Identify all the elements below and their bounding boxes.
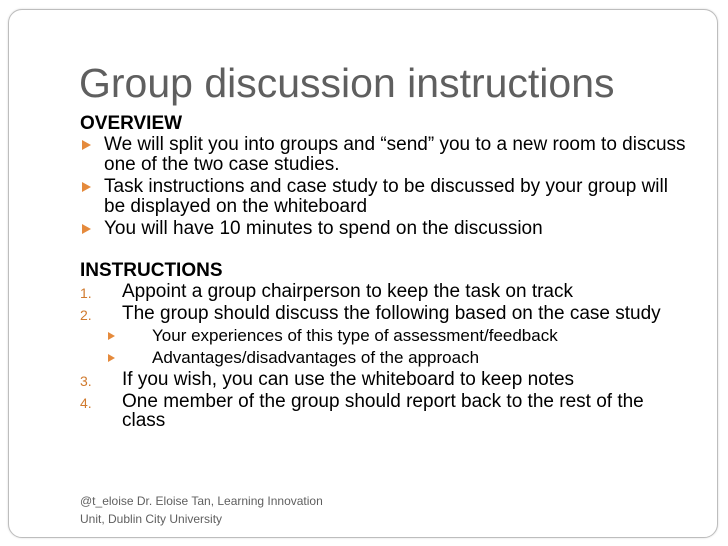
triangle-bullet-icon [108, 332, 115, 340]
step-text: Appoint a group chairperson to keep the task on track [122, 281, 573, 302]
step-number: 2. [80, 307, 92, 323]
triangle-bullet-icon [82, 140, 91, 150]
slide-content [80, 112, 690, 433]
step-text: The group should discuss the following based on the case study [122, 303, 661, 324]
triangle-bullet-icon [82, 224, 91, 234]
overview-item-text: Task instructions and case study to be discussed by your group will be displayed on the whiteboard [104, 176, 668, 217]
overview-item-text: We will split you into groups and “send” you to a new room to discuss one of the two case studies. [104, 134, 686, 175]
overview-item [80, 219, 690, 239]
step-text: If you wish, you can use the whiteboard to keep notes [122, 369, 575, 390]
overview-item [80, 135, 690, 175]
sub-item [80, 348, 690, 368]
footer-line: Unit, Dublin City University [80, 512, 223, 526]
step-number: 4. [80, 395, 92, 411]
instruction-step [80, 392, 690, 430]
sub-item-text: Your experiences of this type of assessment/feedback [152, 326, 558, 345]
instruction-step [80, 370, 690, 389]
sub-item-text: Advantages/disadvantages of the approach [152, 348, 480, 367]
triangle-bullet-icon [108, 354, 115, 362]
overview-item-text: You will have 10 minutes to spend on the discussion [104, 218, 543, 239]
footer-credit [80, 492, 323, 528]
slide-title: Group discussion instructions [79, 60, 615, 106]
step-number: 3. [80, 373, 92, 389]
overview-item [80, 177, 690, 217]
triangle-bullet-icon [82, 182, 91, 192]
instruction-step [80, 304, 690, 323]
instructions-heading: INSTRUCTIONS [80, 260, 223, 281]
section-spacer [80, 241, 690, 259]
overview-heading: OVERVIEW [80, 113, 183, 134]
sub-item [80, 326, 690, 346]
step-number: 1. [80, 285, 92, 301]
footer-line: @t_eloise Dr. Eloise Tan, Learning Innovation [80, 494, 323, 508]
instruction-step [80, 282, 690, 301]
step-text: One member of the group should report back to the rest of the class [122, 391, 644, 431]
